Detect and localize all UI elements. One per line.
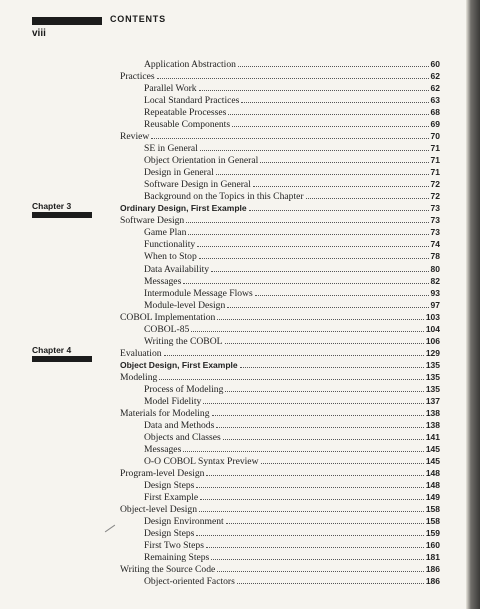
toc-entry xyxy=(144,263,440,275)
toc-entry xyxy=(144,431,440,443)
toc-entry-title: Messages xyxy=(144,443,182,455)
toc-entry xyxy=(144,491,440,503)
toc-entry-page: 60 xyxy=(430,59,440,69)
toc-leader-dots xyxy=(159,371,424,380)
toc-leader-dots xyxy=(226,515,424,524)
toc-entry-page: 148 xyxy=(425,468,440,479)
toc-leader-dots xyxy=(164,347,424,356)
toc-leader-dots xyxy=(232,118,428,127)
toc-entry-page: 71 xyxy=(430,143,440,154)
toc-leader-dots xyxy=(196,479,423,488)
toc-entry xyxy=(144,166,440,178)
toc-entry-page: 148 xyxy=(425,480,440,491)
toc-entry-title: Software Design in General xyxy=(144,179,251,191)
toc-entry-page: 93 xyxy=(430,287,440,298)
toc-entry-title: Local Standard Practices xyxy=(144,95,240,107)
toc-entry-title: Materials for Modeling xyxy=(120,407,210,419)
toc-leader-dots xyxy=(196,527,423,536)
toc-entry-title: Module-level Design xyxy=(144,299,226,311)
toc-entry-page: 145 xyxy=(425,443,440,454)
toc-entry-page: 135 xyxy=(425,383,440,394)
toc-entry-title: Modeling xyxy=(120,371,158,383)
header-bar xyxy=(32,17,102,25)
toc-entry-title: Design Environment xyxy=(144,516,224,528)
toc-leader-dots xyxy=(223,431,424,440)
toc-entry-title: Process of Modeling xyxy=(144,383,224,395)
toc-entry-page: 63 xyxy=(430,95,440,106)
toc-entry-title: Program-level Design xyxy=(120,468,205,480)
toc-entry xyxy=(144,527,440,539)
toc-leader-dots xyxy=(227,299,428,308)
toc-entry-page: 181 xyxy=(425,552,440,563)
toc-leader-dots xyxy=(206,467,423,476)
toc-entry-title: First Example xyxy=(144,492,199,504)
toc-leader-dots xyxy=(261,455,424,464)
toc-entry xyxy=(144,575,440,587)
toc-leader-dots xyxy=(211,551,424,560)
toc-entry-page: 104 xyxy=(425,323,440,334)
toc-entry-page: 138 xyxy=(425,419,440,430)
toc-entry-page: 97 xyxy=(430,299,440,310)
toc-entry-page: 74 xyxy=(430,239,440,250)
toc-entry-title: Object-oriented Factors xyxy=(144,576,235,588)
toc-entry-title: Design Steps xyxy=(144,480,195,492)
toc-entry-page: 186 xyxy=(425,576,440,587)
toc-entry-page: 82 xyxy=(430,275,440,286)
toc-leader-dots xyxy=(255,287,429,296)
toc-entry xyxy=(144,551,440,563)
toc-entry-title: First Two Steps xyxy=(144,540,204,552)
toc-entry-page: 145 xyxy=(425,455,440,466)
toc-entry-page: 149 xyxy=(425,492,440,503)
toc-entry-title: Software Design xyxy=(120,215,185,227)
toc-chapter-entry xyxy=(120,202,440,214)
toc-entry-page: 129 xyxy=(425,347,440,358)
toc-leader-dots xyxy=(151,130,428,139)
toc-entry xyxy=(144,178,440,190)
toc-entry xyxy=(144,118,440,130)
toc-entry-title: Functionality xyxy=(144,239,196,251)
toc-entry-page: 186 xyxy=(425,564,440,575)
toc-entry xyxy=(144,395,440,407)
chapter-3-bar xyxy=(32,212,92,218)
toc-entry xyxy=(144,335,440,347)
toc-entry-title: Design Steps xyxy=(144,528,195,540)
toc-leader-dots xyxy=(200,142,429,151)
toc-entry xyxy=(144,539,440,551)
toc-leader-dots xyxy=(183,275,428,284)
toc-entry-page: 103 xyxy=(425,311,440,322)
toc-leader-dots xyxy=(249,202,429,211)
toc-leader-dots xyxy=(216,166,429,175)
toc-leader-dots xyxy=(211,263,428,272)
toc-entry-title: Data Availability xyxy=(144,263,210,275)
page-number: viii xyxy=(32,28,46,39)
toc-entry-page: 68 xyxy=(430,107,440,118)
toc-leader-dots xyxy=(188,226,428,235)
toc-entry-title: Object-level Design xyxy=(120,504,197,516)
toc-leader-dots xyxy=(199,82,429,91)
toc-entry xyxy=(120,563,440,575)
toc-leader-dots xyxy=(253,178,429,187)
toc-entry-page: 73 xyxy=(430,227,440,238)
toc-entry xyxy=(144,106,440,118)
toc-entry xyxy=(120,467,440,479)
toc-leader-dots xyxy=(241,94,428,103)
toc-leader-dots xyxy=(186,214,428,223)
toc-entry xyxy=(120,407,440,419)
toc-entry-title: Data and Methods xyxy=(144,419,215,431)
toc-entry-page: 70 xyxy=(430,131,440,142)
toc-leader-dots xyxy=(200,491,424,500)
toc-entry-page: 69 xyxy=(430,119,440,130)
toc-entry-title: Background on the Topics in this Chapter xyxy=(144,191,304,203)
toc-entry xyxy=(144,515,440,527)
toc-entry-title: COBOL-85 xyxy=(144,323,190,335)
toc-leader-dots xyxy=(238,58,429,67)
toc-entry xyxy=(120,70,440,82)
toc-entry-title: Parallel Work xyxy=(144,83,197,95)
toc-entry xyxy=(144,58,440,70)
toc-entry-page: 62 xyxy=(430,71,440,82)
toc-entry xyxy=(120,311,440,323)
toc-leader-dots xyxy=(217,563,424,572)
page-title: CONTENTS xyxy=(110,14,166,24)
toc-entry-title: Practices xyxy=(120,71,155,83)
toc-entry-page: 80 xyxy=(430,263,440,274)
toc-leader-dots xyxy=(237,575,424,584)
toc-entry xyxy=(144,383,440,395)
toc-entry xyxy=(144,226,440,238)
toc-entry-page: 138 xyxy=(425,407,440,418)
toc-entry-title: Remaining Steps xyxy=(144,552,210,564)
toc-entry-title: Object Orientation in General xyxy=(144,155,259,167)
toc-entry-title: Evaluation xyxy=(120,347,162,359)
toc-entry xyxy=(144,299,440,311)
chapter-3-label: Chapter 3 xyxy=(32,201,72,211)
toc-entry-page: 78 xyxy=(430,251,440,262)
toc-entry-title: Reusable Components xyxy=(144,119,231,131)
toc-entry xyxy=(144,82,440,94)
toc-entry xyxy=(144,250,440,262)
toc-entry xyxy=(144,238,440,250)
toc-entry-title: Design in General xyxy=(144,167,214,179)
toc-entry-page: 135 xyxy=(425,359,440,370)
toc-entry-page: 158 xyxy=(425,516,440,527)
toc-leader-dots xyxy=(203,395,424,404)
toc-entry-page: 159 xyxy=(425,528,440,539)
page-edge-shadow xyxy=(466,0,480,609)
toc-entry-page: 106 xyxy=(425,335,440,346)
toc-entry xyxy=(144,419,440,431)
toc-entry-title: COBOL Implementation xyxy=(120,311,216,323)
toc-leader-dots xyxy=(217,311,424,320)
toc-entry xyxy=(144,287,440,299)
toc-entry-title: Object Design, First Example xyxy=(120,359,238,370)
toc-entry-title: When to Stop xyxy=(144,251,197,263)
toc-entry xyxy=(120,503,440,515)
toc-entry-page: 137 xyxy=(425,395,440,406)
toc-entry-page: 141 xyxy=(425,431,440,442)
toc-leader-dots xyxy=(199,503,424,512)
toc-entry-page: 71 xyxy=(430,155,440,166)
toc-entry xyxy=(144,455,440,467)
toc-leader-dots xyxy=(212,407,424,416)
toc-leader-dots xyxy=(191,323,424,332)
toc-entry-page: 62 xyxy=(430,83,440,94)
toc-entry-page: 160 xyxy=(425,540,440,551)
toc-entry-title: Ordinary Design, First Example xyxy=(120,203,247,214)
chapter-4-bar xyxy=(32,356,92,362)
toc-leader-dots xyxy=(260,154,428,163)
toc-entry-page: 72 xyxy=(430,179,440,190)
toc-entry-title: Objects and Classes xyxy=(144,431,221,443)
toc-entry-title: Repeatable Processes xyxy=(144,107,227,119)
toc-entry-title: O-O COBOL Syntax Preview xyxy=(144,455,259,467)
toc-entry xyxy=(144,479,440,491)
toc-entry xyxy=(144,94,440,106)
toc-entry xyxy=(144,275,440,287)
toc-leader-dots xyxy=(306,190,429,199)
toc-entry xyxy=(144,142,440,154)
toc-entry-title: Model Fidelity xyxy=(144,395,202,407)
toc-entry-title: Game Plan xyxy=(144,227,187,239)
toc-entry xyxy=(144,190,440,202)
toc-entry-title: SE in General xyxy=(144,143,198,155)
toc-entry-title: Intermodule Message Flows xyxy=(144,287,253,299)
toc-entry-page: 73 xyxy=(430,215,440,226)
pen-mark xyxy=(105,525,115,533)
toc-leader-dots xyxy=(206,539,424,548)
toc-entry-page: 158 xyxy=(425,504,440,515)
toc-entry xyxy=(120,130,440,142)
toc-leader-dots xyxy=(240,359,424,368)
toc-entry-page: 72 xyxy=(430,191,440,202)
toc-leader-dots xyxy=(216,419,423,428)
toc-entry-title: Review xyxy=(120,131,150,143)
toc-entry-page: 73 xyxy=(430,203,440,214)
toc-entry-page: 71 xyxy=(430,167,440,178)
toc-leader-dots xyxy=(197,238,428,247)
toc-entry-page: 135 xyxy=(425,371,440,382)
toc-entry xyxy=(144,154,440,166)
toc-leader-dots xyxy=(183,443,424,452)
toc-entry xyxy=(144,323,440,335)
toc-leader-dots xyxy=(228,106,428,115)
toc-entry xyxy=(144,443,440,455)
toc-leader-dots xyxy=(225,335,424,344)
toc-entry xyxy=(120,371,440,383)
chapter-4-label: Chapter 4 xyxy=(32,345,72,355)
toc-entry-title: Application Abstraction xyxy=(144,59,236,70)
toc-leader-dots xyxy=(225,383,423,392)
toc-entry-title: Writing the COBOL xyxy=(144,335,223,347)
toc-leader-dots xyxy=(199,250,429,259)
toc-leader-dots xyxy=(157,70,429,79)
toc-entry xyxy=(120,214,440,226)
toc-chapter-entry xyxy=(120,359,440,371)
toc-entry-title: Messages xyxy=(144,275,182,287)
toc-entry-title: Writing the Source Code xyxy=(120,564,216,576)
toc-entry xyxy=(120,347,440,359)
